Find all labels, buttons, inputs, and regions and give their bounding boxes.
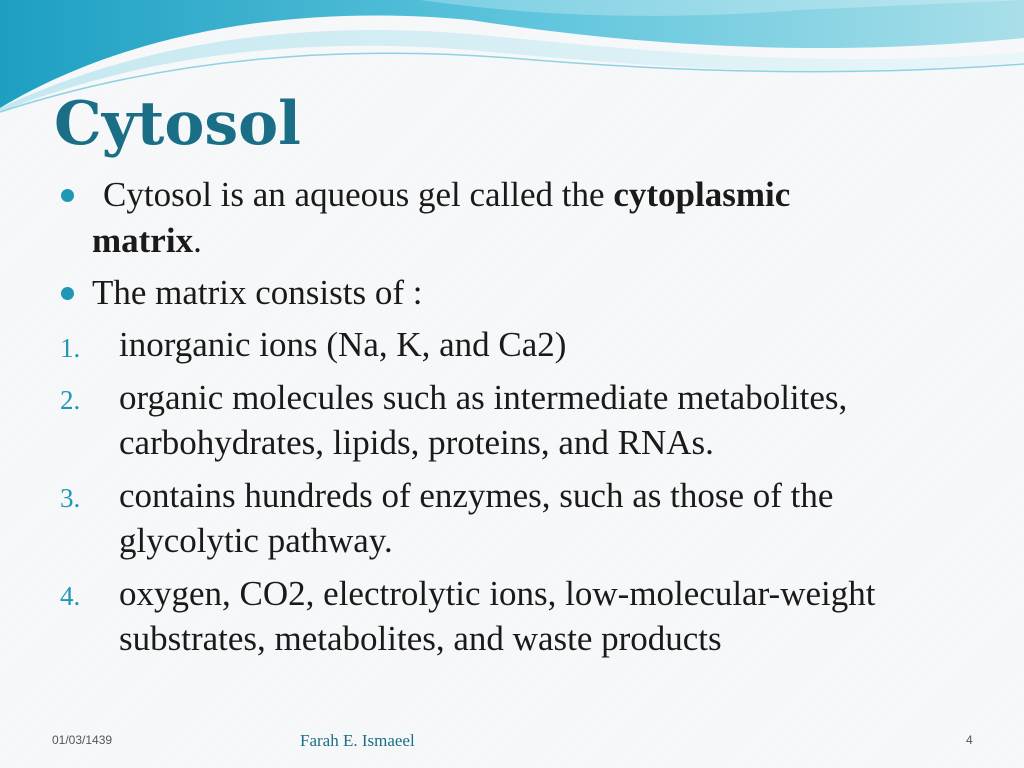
list-number-1: 1. xyxy=(60,333,81,363)
bullet-dot-icon xyxy=(61,287,74,300)
list-item-4-line-1: oxygen, CO2, electrolytic ions, low-molecular-weight xyxy=(119,574,876,613)
bullet-1-line-2 xyxy=(92,219,202,263)
bullet-1-line-1 xyxy=(103,173,790,217)
footer-author: Farah E. Ismaeel xyxy=(300,731,415,750)
list-item-3-line-2: glycolytic pathway. xyxy=(119,521,393,560)
list-number-2: 2. xyxy=(60,385,81,415)
footer-page-number: 4 xyxy=(966,733,973,747)
list-item-4-line-2: substrates, metabolites, and waste products xyxy=(119,619,722,658)
bullet-1-text: Cytosol is an aqueous gel called the xyxy=(103,175,614,214)
bullet-1-bold-term-2: matrix xyxy=(92,221,194,260)
list-item-3-line-1: contains hundreds of enzymes, such as those of the xyxy=(119,476,834,515)
footer-date: 01/03/1439 xyxy=(52,733,113,747)
bullet-dot-icon xyxy=(61,189,74,202)
list-number-4: 4. xyxy=(60,581,81,611)
bullet-1-bold-term: cytoplasmic xyxy=(613,175,791,214)
list-item-1-line-1: inorganic ions (Na, K, and Ca2) xyxy=(119,325,567,364)
slide-title: Cytosol xyxy=(54,89,301,159)
bullet-2-text: The matrix consists of : xyxy=(92,273,423,312)
list-number-3: 3. xyxy=(60,483,81,513)
bullet-1-suffix: . xyxy=(193,221,202,260)
list-item-2-line-1: organic molecules such as intermediate metabolites, xyxy=(119,378,848,417)
list-item-2-line-2: carbohydrates, lipids, proteins, and RNAs. xyxy=(119,423,714,462)
